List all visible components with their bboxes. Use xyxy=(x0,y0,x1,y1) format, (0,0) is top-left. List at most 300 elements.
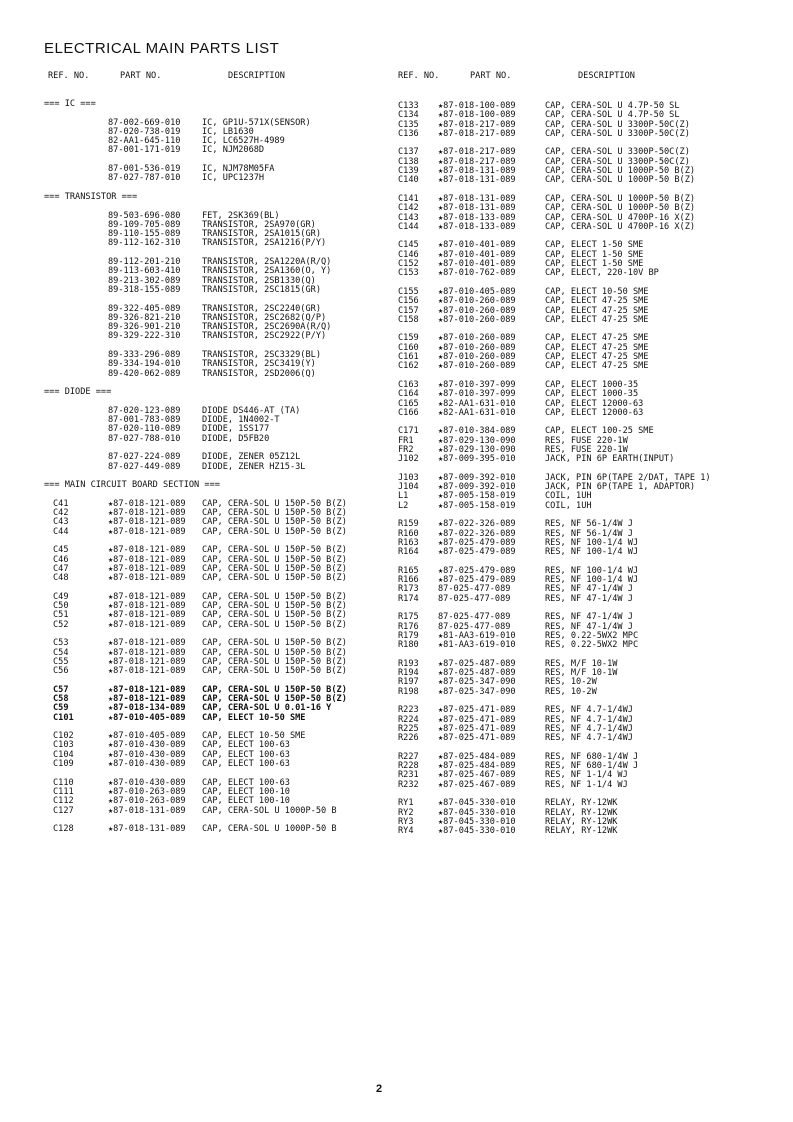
description: TRANSISTOR, 2SC2922(P/Y) xyxy=(202,331,327,342)
part-no: ★87-018-121-089 xyxy=(108,508,186,519)
part-no: ★87-010-405-089 xyxy=(438,286,516,297)
part-no: 89-113-603-410 xyxy=(108,266,181,277)
description: RELAY, RY-12WK xyxy=(545,798,618,809)
part-no: 89-112-201-210 xyxy=(108,257,181,268)
description: CAP, CERA-SOL U 150P-50 B(Z) xyxy=(202,638,347,649)
header-description: DESCRIPTION xyxy=(228,71,285,81)
ref-no: C142 xyxy=(398,203,419,214)
part-no: ★87-018-121-089 xyxy=(108,554,186,565)
part-no: ★87-010-260-089 xyxy=(438,333,516,344)
ref-no: R164 xyxy=(398,547,419,558)
description: IC, NJM78M05FA xyxy=(202,164,275,175)
part-no: ★87-010-260-089 xyxy=(438,305,516,316)
description: CAP, ELECT 100-10 xyxy=(202,796,290,807)
part-no: ★87-029-130-090 xyxy=(438,444,516,455)
ref-no: C140 xyxy=(398,175,419,186)
part-no: 87-027-224-089 xyxy=(108,452,181,463)
part-row xyxy=(44,435,404,444)
part-no: ★87-025-484-089 xyxy=(438,761,516,772)
ref-no: R175 xyxy=(398,612,419,623)
part-no: ★87-018-121-089 xyxy=(108,517,186,528)
part-no: ★87-018-100-089 xyxy=(438,110,516,121)
part-row xyxy=(398,176,758,185)
ref-no: C53 xyxy=(53,638,69,649)
ref-no: C155 xyxy=(398,286,419,297)
description: IC, UPC1237H xyxy=(202,173,265,184)
part-no: 87-027-449-089 xyxy=(108,461,181,472)
description: RES, NF 1-1/4 WJ xyxy=(545,770,628,781)
description: TRANSISTOR, 2SC2682(Q/P) xyxy=(202,312,327,323)
part-row xyxy=(398,641,758,650)
page-number: 2 xyxy=(376,1083,383,1095)
ref-no: C145 xyxy=(398,240,419,251)
description: CAP, CERA-SOL U 3300P-50C(Z) xyxy=(545,119,690,130)
part-row xyxy=(44,332,404,341)
description: TRANSISTOR, 2SA1360(O, Y) xyxy=(202,266,332,277)
part-no: ★87-010-405-089 xyxy=(108,712,186,723)
part-no: ★87-018-133-089 xyxy=(438,212,516,223)
description: DIODE, ZENER 05Z12L xyxy=(202,452,301,463)
description: RES, NF 47-1/4W J xyxy=(545,584,633,595)
part-no: ★87-010-260-089 xyxy=(438,352,516,363)
description: TRANSISTOR, 2SC3329(BL) xyxy=(202,350,321,361)
description: CAP, CERA-SOL U 150P-50 B(Z) xyxy=(202,545,347,556)
part-no: ★87-018-217-089 xyxy=(438,147,516,158)
part-row xyxy=(398,781,758,790)
description: CAP, ELECT 10-50 SME xyxy=(545,286,649,297)
part-no: ★87-009-395-010 xyxy=(438,454,516,465)
part-no: 87-025-477-089 xyxy=(438,593,511,604)
ref-no: R198 xyxy=(398,686,419,697)
ref-no: R224 xyxy=(398,714,419,725)
ref-no: R159 xyxy=(398,519,419,530)
description: RES, NF 4.7-1/4WJ xyxy=(545,714,633,725)
description: CAP, ELECT 12000-63 xyxy=(545,407,644,418)
ref-no: C164 xyxy=(398,389,419,400)
ref-no: R174 xyxy=(398,593,419,604)
description: CAP, ELECT 10-50 SME xyxy=(202,712,306,723)
part-no: ★87-018-121-089 xyxy=(108,619,186,630)
description: IC, GP1U-571X(SENSOR) xyxy=(202,117,311,128)
part-no: 89-326-901-210 xyxy=(108,322,181,333)
part-no: ★87-022-326-089 xyxy=(438,528,516,539)
ref-no: C139 xyxy=(398,166,419,177)
description: RES, M/F 10-1W xyxy=(545,668,618,679)
ref-no: C159 xyxy=(398,333,419,344)
ref-no: R179 xyxy=(398,630,419,641)
part-no: 87-020-123-089 xyxy=(108,405,181,416)
part-no: ★87-018-121-089 xyxy=(108,638,186,649)
part-no: ★87-018-121-089 xyxy=(108,647,186,658)
description: CAP, CERA-SOL U 150P-50 B(Z) xyxy=(202,554,347,565)
part-no: ★87-018-131-089 xyxy=(438,175,516,186)
ref-no: C161 xyxy=(398,352,419,363)
ref-no: C133 xyxy=(398,101,419,111)
description: CAP, ELECT 1-50 SME xyxy=(545,259,644,270)
ref-no: C48 xyxy=(53,573,69,584)
part-row xyxy=(44,286,404,295)
part-no: ★87-010-260-089 xyxy=(438,342,516,353)
part-no: ★87-009-392-010 xyxy=(438,472,516,483)
part-no: 89-322-405-089 xyxy=(108,303,181,314)
part-row xyxy=(44,370,404,379)
part-no: ★87-010-401-089 xyxy=(438,240,516,251)
description: TRANSISTOR, 2SC1815(GR) xyxy=(202,284,321,295)
part-no: ★87-025-467-089 xyxy=(438,770,516,781)
description: CAP, ELECT 12000-63 xyxy=(545,398,644,409)
part-no: 87-025-477-089 xyxy=(438,612,511,623)
ref-no: C58 xyxy=(53,694,69,704)
header-part-no: PART NO. xyxy=(120,71,162,81)
ref-no: C49 xyxy=(53,591,69,602)
part-no: ★82-AA1-631-010 xyxy=(438,407,516,418)
part-no: ★87-025-479-089 xyxy=(438,565,516,576)
part-no: ★87-005-158-019 xyxy=(438,491,516,502)
description: RES, NF 56-1/4W J xyxy=(545,519,633,530)
description: TRANSISTOR, 2SC2240(GR) xyxy=(202,303,321,314)
section-heading: === MAIN CIRCUIT BOARD SECTION === xyxy=(44,480,220,491)
description: CAP, ELECT 47-25 SME xyxy=(545,314,649,325)
description: DIODE, D5FB20 xyxy=(202,433,270,444)
part-no: ★81-AA3-619-010 xyxy=(438,630,516,641)
ref-no: R197 xyxy=(398,677,419,688)
ref-no: C144 xyxy=(398,221,419,232)
ref-no: C135 xyxy=(398,119,419,130)
part-no: 87-020-110-089 xyxy=(108,424,181,435)
description: CAP, CERA-SOL U 0.01-16 Y xyxy=(202,703,332,714)
description: RES, NF 1-1/4 WJ xyxy=(545,779,628,790)
part-row xyxy=(398,595,758,604)
ref-no: R228 xyxy=(398,761,419,772)
ref-no: C56 xyxy=(53,666,69,677)
description: CAP, CERA-SOL U 1000P-50 B xyxy=(202,824,337,835)
part-no: 87-001-171-019 xyxy=(108,145,181,156)
part-no: 89-318-155-089 xyxy=(108,284,181,295)
ref-no: C42 xyxy=(53,508,69,519)
description: RES, 0.22-5WX2 MPC xyxy=(545,640,639,651)
ref-no: C143 xyxy=(398,212,419,223)
description: CAP, CERA-SOL U 3300P-50C(Z) xyxy=(545,128,690,139)
description: IC, LC6527H-4989 xyxy=(202,136,285,147)
part-no: ★87-025-471-089 xyxy=(438,705,516,716)
description: CAP, ELECT 47-25 SME xyxy=(545,333,649,344)
part-no: ★87-029-130-090 xyxy=(438,435,516,446)
ref-no: R173 xyxy=(398,584,419,595)
description: RES, NF 680-1/4W J xyxy=(545,761,639,772)
part-no: ★87-025-479-089 xyxy=(438,575,516,586)
part-row xyxy=(44,574,404,583)
description: RELAY, RY-12WK xyxy=(545,807,618,818)
ref-no: RY3 xyxy=(398,816,414,827)
part-no: ★87-025-347-090 xyxy=(438,686,516,697)
part-no: ★81-AA3-619-010 xyxy=(438,640,516,651)
part-no: ★87-025-471-089 xyxy=(438,733,516,744)
description: CAP, CERA-SOL U 150P-50 B(Z) xyxy=(202,656,347,667)
part-no: ★87-005-158-019 xyxy=(438,500,516,511)
description: RES, NF 680-1/4W J xyxy=(545,751,639,762)
header-part-no: PART NO. xyxy=(470,71,512,81)
part-no: ★87-010-397-099 xyxy=(438,379,516,390)
description: JACK, PIN 6P(TAPE 1, ADAPTOR) xyxy=(545,482,696,493)
part-no: ★87-045-330-010 xyxy=(438,807,516,818)
description: RES, FUSE 220-1W xyxy=(545,444,628,455)
part-no: ★87-018-121-089 xyxy=(108,656,186,667)
ref-no: C104 xyxy=(53,749,74,760)
part-no: 89-333-296-089 xyxy=(108,350,181,361)
description: CAP, CERA-SOL U 150P-50 B(Z) xyxy=(202,517,347,528)
ref-no: R232 xyxy=(398,779,419,790)
description: RES, NF 100-1/4 WJ xyxy=(545,547,639,558)
description: CAP, ELECT 10-50 SME xyxy=(202,731,306,742)
description: CAP, ELECT 100-63 xyxy=(202,740,290,751)
description: DIODE DS446-AT (TA) xyxy=(202,405,301,416)
part-no: 89-420-062-089 xyxy=(108,368,181,379)
part-no: 89-329-222-310 xyxy=(108,331,181,342)
part-no: ★87-018-133-089 xyxy=(438,221,516,232)
ref-no: R166 xyxy=(398,575,419,586)
description: RES, FUSE 220-1W xyxy=(545,435,628,446)
part-no: ★87-018-131-089 xyxy=(438,203,516,214)
ref-no: R223 xyxy=(398,705,419,716)
ref-no: R225 xyxy=(398,723,419,734)
ref-no: R193 xyxy=(398,658,419,669)
part-row xyxy=(398,409,758,418)
ref-no: FR2 xyxy=(398,444,414,455)
part-row xyxy=(44,807,404,816)
part-no: ★87-018-121-089 xyxy=(108,563,186,574)
part-no: ★87-010-430-089 xyxy=(108,749,186,760)
description: RES, NF 4.7-1/4WJ xyxy=(545,733,633,744)
description: TRANSISTOR, 2SA970(GR) xyxy=(202,219,316,230)
part-no: 87-027-787-010 xyxy=(108,173,181,184)
description: CAP, ELECT 47-25 SME xyxy=(545,361,649,372)
description: CAP, CERA-SOL U 150P-50 B(Z) xyxy=(202,573,347,584)
part-no: 87-025-477-089 xyxy=(438,621,511,632)
description: CAP, ELECT 1-50 SME xyxy=(545,249,644,260)
description: CAP, ELECT 47-25 SME xyxy=(545,342,649,353)
description: RES, NF 100-1/4 WJ xyxy=(545,575,639,586)
part-no: ★87-018-121-089 xyxy=(108,684,186,695)
part-no: ★87-010-430-089 xyxy=(108,777,186,788)
description: CAP, CERA-SOL U 1000P-50 B(Z) xyxy=(545,166,696,177)
description: CAP, CERA-SOL U 150P-50 B(Z) xyxy=(202,684,347,695)
part-row xyxy=(398,688,758,697)
part-no: 87-001-783-089 xyxy=(108,415,181,426)
part-no: ★87-018-121-089 xyxy=(108,694,186,704)
part-no: ★87-010-260-089 xyxy=(438,314,516,325)
description: CAP, ELECT 100-63 xyxy=(202,759,290,770)
ref-no: J103 xyxy=(398,472,419,483)
description: TRANSISTOR, 2SA1220A(R/Q) xyxy=(202,257,332,268)
description: RELAY, RY-12WK xyxy=(545,826,618,837)
ref-no: C137 xyxy=(398,147,419,158)
part-no: ★87-010-401-089 xyxy=(438,259,516,270)
ref-no: FR1 xyxy=(398,435,414,446)
part-no: ★87-010-263-089 xyxy=(108,796,186,807)
description: CAP, CERA-SOL U 4700P-16 X(Z) xyxy=(545,212,696,223)
description: IC, NJM2068D xyxy=(202,145,265,156)
ref-no: C156 xyxy=(398,296,419,307)
ref-no: C160 xyxy=(398,342,419,353)
section-heading: === TRANSISTOR === xyxy=(44,191,138,202)
description: CAP, ELECT, 220-10V BP xyxy=(545,268,659,279)
part-no: ★87-025-471-089 xyxy=(438,723,516,734)
ref-no: C54 xyxy=(53,647,69,658)
ref-no: C171 xyxy=(398,426,419,437)
description: CAP, CERA-SOL U 1000P-50 B(Z) xyxy=(545,175,696,186)
description: TRANSISTOR, 2SD2006(Q) xyxy=(202,368,316,379)
part-no: ★87-025-479-089 xyxy=(438,547,516,558)
description: JACK, PIN 6P EARTH(INPUT) xyxy=(545,454,675,465)
description: DIODE, 1SS177 xyxy=(202,424,270,435)
description: CAP, CERA-SOL U 150P-50 B(Z) xyxy=(202,610,347,621)
ref-no: C44 xyxy=(53,526,69,537)
description: RES, 10-2W xyxy=(545,686,597,697)
ref-no: C110 xyxy=(53,777,74,788)
part-row xyxy=(44,667,404,676)
description: CAP, ELECT 1000-35 xyxy=(545,379,639,390)
parts-list-left-column xyxy=(44,100,404,834)
ref-no: RY1 xyxy=(398,798,414,809)
ref-no: C43 xyxy=(53,517,69,528)
description: CAP, ELECT 47-25 SME xyxy=(545,296,649,307)
description: CAP, CERA-SOL U 150P-50 B(Z) xyxy=(202,508,347,519)
description: CAP, ELECT 1-50 SME xyxy=(545,240,644,251)
part-no: ★87-025-347-090 xyxy=(438,677,516,688)
ref-no: C50 xyxy=(53,601,69,612)
part-no: ★87-025-484-089 xyxy=(438,751,516,762)
ref-no: C157 xyxy=(398,305,419,316)
description: CAP, CERA-SOL U 150P-50 B(Z) xyxy=(202,563,347,574)
part-no: ★87-018-121-089 xyxy=(108,545,186,556)
description: IC, LB1630 xyxy=(202,126,254,137)
description: CAP, CERA-SOL U 1000P-50 B(Z) xyxy=(545,203,696,214)
part-no: 87-027-788-010 xyxy=(108,433,181,444)
ref-no: RY4 xyxy=(398,826,414,837)
description: CAP, CERA-SOL U 150P-50 B(Z) xyxy=(202,647,347,658)
ref-no: C136 xyxy=(398,128,419,139)
ref-no: C111 xyxy=(53,786,74,797)
part-row xyxy=(44,621,404,630)
part-no: ★87-010-397-099 xyxy=(438,389,516,400)
ref-no: R180 xyxy=(398,640,419,651)
part-no: ★87-018-121-089 xyxy=(108,666,186,677)
ref-no: C165 xyxy=(398,398,419,409)
ref-no: C103 xyxy=(53,740,74,751)
ref-no: C138 xyxy=(398,156,419,167)
description: CAP, CERA-SOL U 150P-50 B(Z) xyxy=(202,498,347,509)
description: CAP, CERA-SOL U 150P-50 B(Z) xyxy=(202,526,347,537)
part-no: 89-109-705-089 xyxy=(108,219,181,230)
description: CAP, CERA-SOL U 3300P-50C(Z) xyxy=(545,156,690,167)
part-no: ★87-022-326-089 xyxy=(438,519,516,530)
part-no: ★87-010-430-089 xyxy=(108,740,186,751)
part-no: ★87-018-131-089 xyxy=(438,166,516,177)
ref-no: L2 xyxy=(398,500,409,511)
section-heading: === DIODE === xyxy=(44,387,112,398)
description: CAP, CERA-SOL U 150P-50 B(Z) xyxy=(202,601,347,612)
part-row xyxy=(398,223,758,232)
description: RES, NF 4.7-1/4WJ xyxy=(545,723,633,734)
description: TRANSISTOR, 2SA1015(GR) xyxy=(202,229,321,240)
part-no: ★87-018-121-089 xyxy=(108,591,186,602)
description: CAP, ELECT 100-63 xyxy=(202,777,290,788)
ref-no: C47 xyxy=(53,563,69,574)
part-no: 87-025-477-089 xyxy=(438,584,511,595)
ref-no: R227 xyxy=(398,751,419,762)
part-row xyxy=(44,714,404,723)
part-row xyxy=(398,316,758,325)
part-no: 89-334-194-010 xyxy=(108,359,181,370)
part-no: ★87-018-134-089 xyxy=(108,703,186,714)
part-row xyxy=(44,174,404,183)
description: CAP, CERA-SOL U 1000P-50 B xyxy=(202,805,337,816)
ref-no: C163 xyxy=(398,379,419,390)
ref-no: R231 xyxy=(398,770,419,781)
ref-no: C112 xyxy=(53,796,74,807)
part-no: ★87-018-121-089 xyxy=(108,601,186,612)
ref-no: C59 xyxy=(53,703,69,714)
description: CAP, CERA-SOL U 4.7P-50 SL xyxy=(545,110,680,121)
description: CAP, ELECT 47-25 SME xyxy=(545,352,649,363)
ref-no: C102 xyxy=(53,731,74,742)
ref-no: C55 xyxy=(53,656,69,667)
ref-no: C41 xyxy=(53,498,69,509)
description: RES, M/F 10-1W xyxy=(545,658,618,669)
description: COIL, 1UH xyxy=(545,491,592,502)
part-no: ★87-010-260-089 xyxy=(438,296,516,307)
description: CAP, CERA-SOL U 1000P-50 B(Z) xyxy=(545,193,696,204)
section-heading: === IC === xyxy=(44,99,96,109)
description: CAP, CERA-SOL U 150P-50 B(Z) xyxy=(202,619,347,630)
part-no: ★87-018-121-089 xyxy=(108,610,186,621)
part-no: ★87-010-263-089 xyxy=(108,786,186,797)
part-no: ★87-018-131-089 xyxy=(108,805,186,816)
ref-no: C158 xyxy=(398,314,419,325)
header-description: DESCRIPTION xyxy=(578,71,635,81)
ref-no: J102 xyxy=(398,454,419,465)
part-row xyxy=(44,463,404,472)
part-row xyxy=(398,548,758,557)
part-row xyxy=(398,130,758,139)
part-no: ★87-018-121-089 xyxy=(108,573,186,584)
part-row xyxy=(398,734,758,743)
ref-no: C109 xyxy=(53,759,74,770)
description: RELAY, RY-12WK xyxy=(545,816,618,827)
description: CAP, ELECT 47-25 SME xyxy=(545,305,649,316)
part-no: ★87-010-405-089 xyxy=(108,731,186,742)
description: DIODE, 1N4002-T xyxy=(202,415,280,426)
part-no: 87-020-738-019 xyxy=(108,126,181,137)
ref-no: C51 xyxy=(53,610,69,621)
ref-no: C153 xyxy=(398,268,419,279)
ref-no: C141 xyxy=(398,193,419,204)
part-no: ★87-010-430-089 xyxy=(108,759,186,770)
ref-no: R163 xyxy=(398,537,419,548)
description: TRANSISTOR, 2SC3419(Y) xyxy=(202,359,316,370)
description: CAP, ELECT 100-25 SME xyxy=(545,426,654,437)
description: RES, 10-2W xyxy=(545,677,597,688)
part-no: 82-AA1-645-110 xyxy=(108,136,181,147)
part-no: ★87-045-330-010 xyxy=(438,816,516,827)
part-no: ★87-018-100-089 xyxy=(438,101,516,111)
part-no: 89-213-302-089 xyxy=(108,275,181,286)
ref-no: RY2 xyxy=(398,807,414,818)
part-no: 89-112-162-310 xyxy=(108,238,181,249)
description: CAP, CERA-SOL U 4700P-16 X(Z) xyxy=(545,221,696,232)
part-no: 89-110-155-089 xyxy=(108,229,181,240)
part-no: ★87-018-217-089 xyxy=(438,128,516,139)
